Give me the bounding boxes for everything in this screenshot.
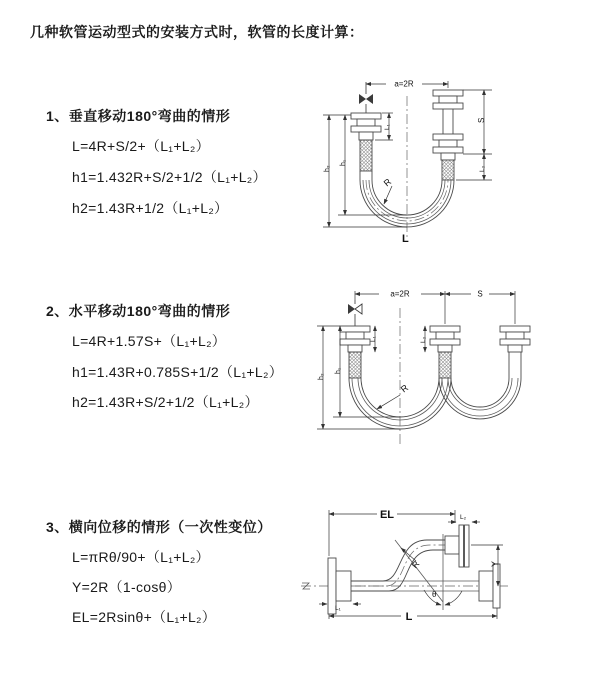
formula-line: L=4R+S/2+（L₁+L₂） (72, 138, 210, 154)
right-fitting (433, 90, 463, 180)
dim-label-l2: L₂ (420, 336, 427, 343)
valve-icon (359, 82, 373, 113)
formula-line: L=4R+1.57S+（L₁+L₂） (72, 333, 227, 349)
hose-displaced-s-curve (351, 540, 453, 591)
formula-line: L=πRθ/90+（L₁+L₂） (72, 549, 210, 565)
dim-label-l1: L₁ (370, 336, 377, 342)
formula-line: h1=1.43R+0.785S+1/2（L₁+L₂） (72, 364, 283, 380)
dim-l (329, 608, 497, 623)
diagram-vertical-180-bend (308, 68, 595, 263)
diagram-lateral-displacement (293, 498, 600, 646)
dim-label-theta: θ (432, 590, 437, 599)
dim-label-l: L (402, 233, 409, 245)
dim-label-s: S (477, 117, 486, 123)
dim-label-h2: h₂ (324, 165, 331, 172)
dim-label-s: S (477, 289, 483, 299)
dim-label-el: EL (379, 509, 395, 521)
left-fitting (340, 326, 370, 378)
dim-a2r-s (355, 290, 515, 325)
valve-icon (348, 300, 362, 326)
formula-line: Y=2R（1-cosθ） (72, 579, 182, 595)
dim-l1 (319, 604, 361, 612)
dim-label-l2: L₂ (460, 514, 467, 521)
formula-line: h2=1.43R+1/2（L₁+L₂） (72, 200, 229, 216)
formula-line: h1=1.432R+S/2+1/2（L₁+L₂） (72, 169, 267, 185)
left-fitting (351, 113, 381, 171)
hose-u-bend-displaced (439, 378, 521, 419)
radius-callout (377, 382, 410, 409)
dim-label-l1: L₁ (335, 605, 341, 612)
dim-label-y: Y (490, 560, 500, 567)
dim-label-r: R (398, 382, 411, 395)
section-2-heading: 2、水平移动180°弯曲的情形 (46, 303, 231, 319)
dim-label-r: R (381, 176, 394, 189)
dim-label-h1: h₁ (335, 367, 342, 374)
diagram-horizontal-180-bend (303, 278, 600, 476)
dim-label-l2: L₂ (479, 165, 486, 172)
dim-el (329, 509, 455, 556)
right-fitting-displaced (500, 326, 530, 378)
radius-callout (382, 176, 394, 204)
section-1-heading: 1、垂直移动180°弯曲的情形 (46, 108, 231, 124)
dim-label-h1: h₁ (340, 159, 347, 166)
upper-flange (445, 525, 469, 567)
dim-l2 (448, 514, 480, 522)
dim-label-h2: h₂ (318, 373, 325, 380)
dim-a2r (366, 80, 448, 89)
formula-line: EL=2Rsinθ+（L₁+L₂） (72, 609, 217, 625)
formula-line: h2=1.43R+S/2+1/2（L₁+L₂） (72, 394, 259, 410)
page-title: 几种软管运动型式的安装方式时，软管的长度计算： (30, 24, 364, 40)
dim-label-a2r: a=2R (394, 79, 414, 89)
dim-label-a2r: a=2R (390, 289, 410, 299)
dim-label-l1: L₁ (384, 124, 391, 130)
dim-l2 (420, 326, 427, 352)
dim-l1 (370, 326, 377, 352)
dim-label-r: R (409, 558, 422, 571)
middle-fitting (430, 326, 460, 378)
section-3-heading: 3、横向位移的情形（一次性变位） (46, 519, 272, 535)
dim-label-l: L (405, 611, 413, 623)
